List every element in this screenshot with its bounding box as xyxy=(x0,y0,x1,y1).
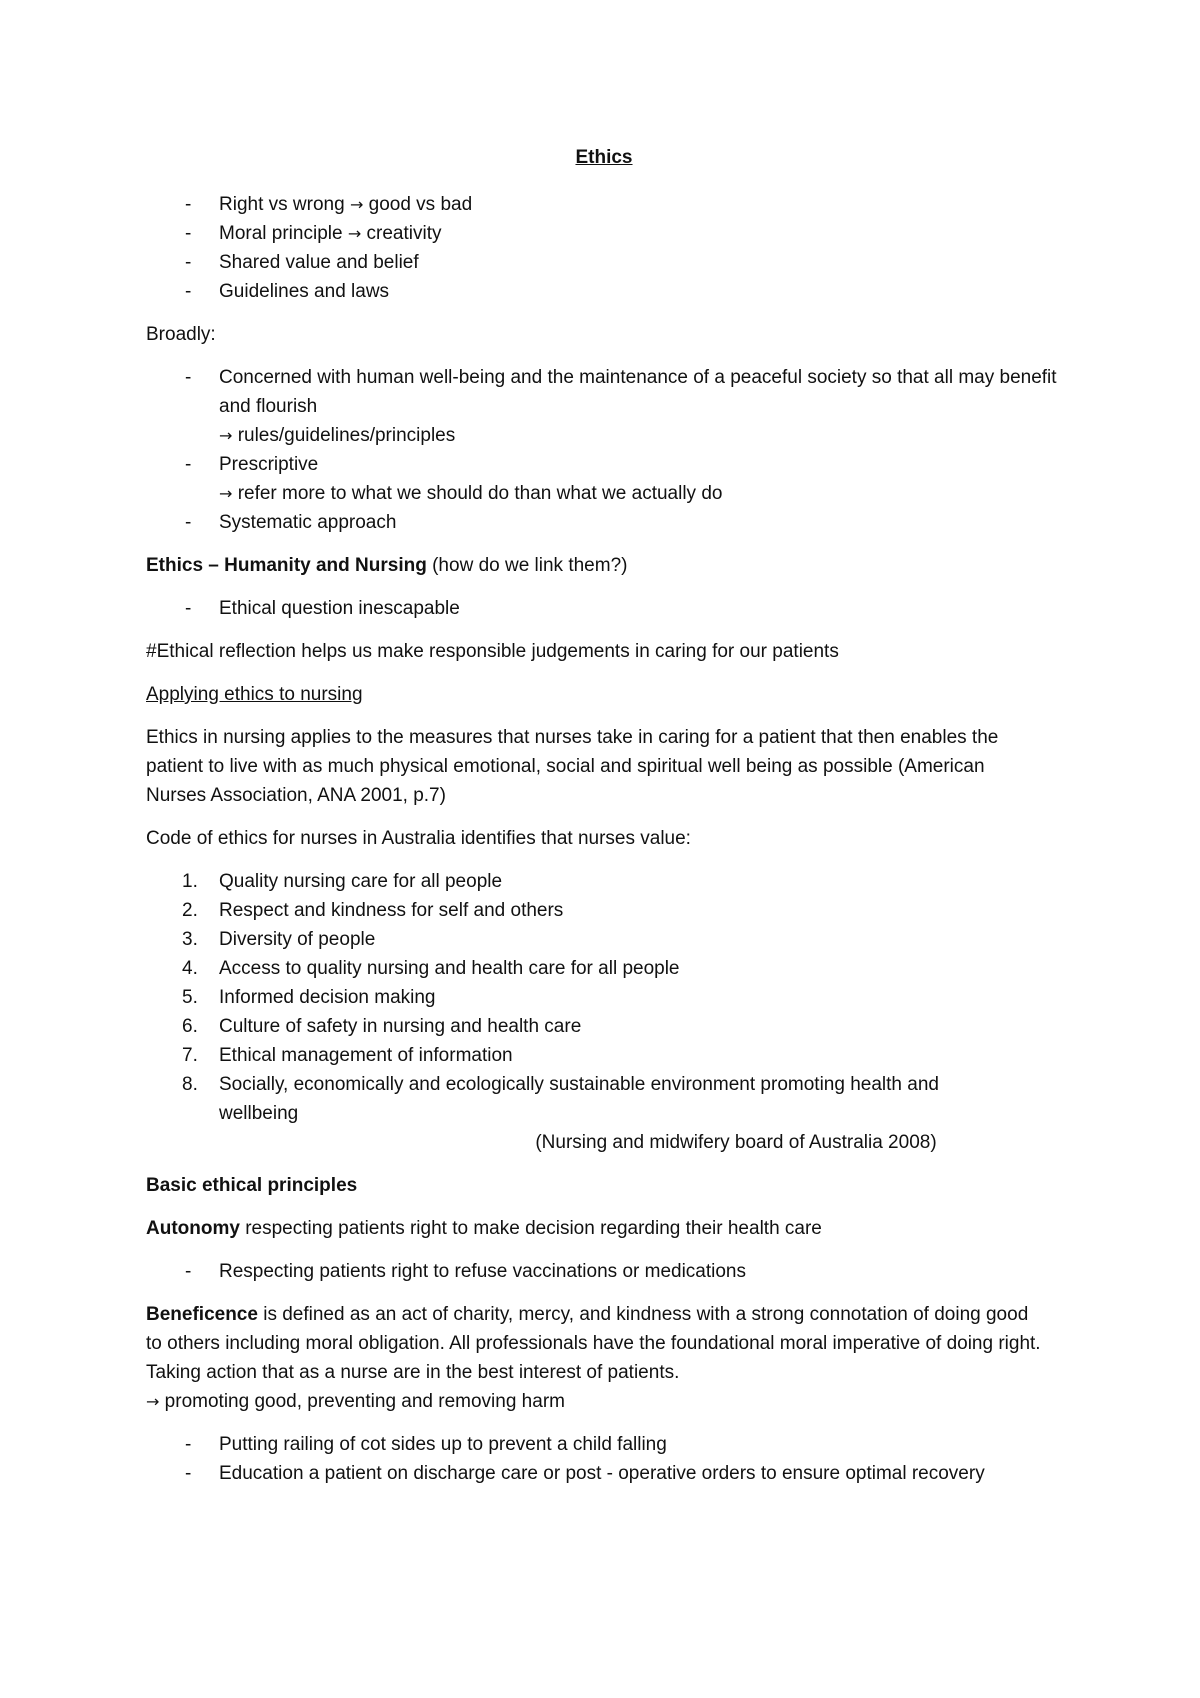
list-item: 2. Respect and kindness for self and others xyxy=(182,900,564,921)
applying-paragraph: Ethics in nursing applies to the measures that nurses take in caring for a patient that then enables the patient to live with as much physical emotional, social and spiritual well being as possible (American Nurses Association, ANA 2001, p.7) xyxy=(146,727,999,806)
broadly-list xyxy=(146,363,1090,537)
list-item: 6. Culture of safety in nursing and health care xyxy=(182,1016,582,1037)
list-item: - Moral principle → creativity xyxy=(146,219,1090,248)
code-intro: Code of ethics for nurses in Australia identifies that nurses value: xyxy=(146,828,691,849)
list-item: - Right vs wrong → good vs bad xyxy=(146,190,1090,219)
autonomy-text: Autonomy respecting patients right to make decision regarding their health care xyxy=(146,1218,822,1239)
list-item: - Putting railing of cot sides up to prevent a child falling xyxy=(146,1430,1090,1459)
list-item: 8. Socially, economically and ecologically sustainable environment promoting health and wellbeing xyxy=(182,1074,939,1124)
arrow-right-icon: → xyxy=(219,484,233,503)
citation: (Nursing and midwifery board of Australia 2008) xyxy=(535,1132,937,1153)
page-title: Ethics xyxy=(575,147,633,168)
principles-heading: Basic ethical principles xyxy=(146,1175,358,1196)
reflection-text: #Ethical reflection helps us make responsible judgements in caring for our patients xyxy=(146,641,839,662)
list-item: 3. Diversity of people xyxy=(182,929,376,950)
list-item: - Prescriptive → refer more to what we should do than what we actually do xyxy=(146,450,1090,508)
arrow-right-icon: → xyxy=(347,224,362,243)
humanity-heading: Ethics – Humanity and Nursing (how do we link them?) xyxy=(146,555,628,576)
list-item: - Respecting patients right to refuse vaccinations or medications xyxy=(146,1257,1090,1286)
broadly-heading: Broadly: xyxy=(146,324,216,345)
arrow-right-icon: → xyxy=(219,426,233,445)
arrow-right-icon: → xyxy=(146,1392,160,1411)
list-item: - Systematic approach xyxy=(146,508,1090,537)
list-item: 4. Access to quality nursing and health care for all people xyxy=(182,958,680,979)
list-item: - Guidelines and laws xyxy=(146,277,1090,306)
humanity-list xyxy=(146,594,1090,623)
arrow-right-icon: → xyxy=(349,195,364,214)
code-values-list xyxy=(146,867,1090,1128)
list-item: 1. Quality nursing care for all people xyxy=(182,871,503,892)
autonomy-list xyxy=(146,1257,1090,1286)
beneficence-text: Beneficence is defined as an act of charity, mercy, and kindness with a strong connotation of doing good to others including moral obligation. All professionals have the foundational moral imperative of doing right. Taking action that as a nurse are in the best interest of patients. → promoting good, preventing and removing harm xyxy=(146,1304,1041,1412)
list-item: - Ethical question inescapable xyxy=(146,594,1090,623)
list-item: - Education a patient on discharge care or post - operative orders to ensure optimal recovery xyxy=(146,1459,1090,1488)
beneficence-list xyxy=(146,1430,1090,1488)
list-item: - Concerned with human well-being and the maintenance of a peaceful society so that all may benefit and flourish → rules/guidelines/principles xyxy=(146,363,1090,450)
list-item: - Shared value and belief xyxy=(146,248,1090,277)
list-item: 5. Informed decision making xyxy=(182,987,436,1008)
list-item: 7. Ethical management of information xyxy=(182,1045,513,1066)
intro-list xyxy=(146,190,1090,306)
applying-heading: Applying ethics to nursing xyxy=(146,684,363,705)
